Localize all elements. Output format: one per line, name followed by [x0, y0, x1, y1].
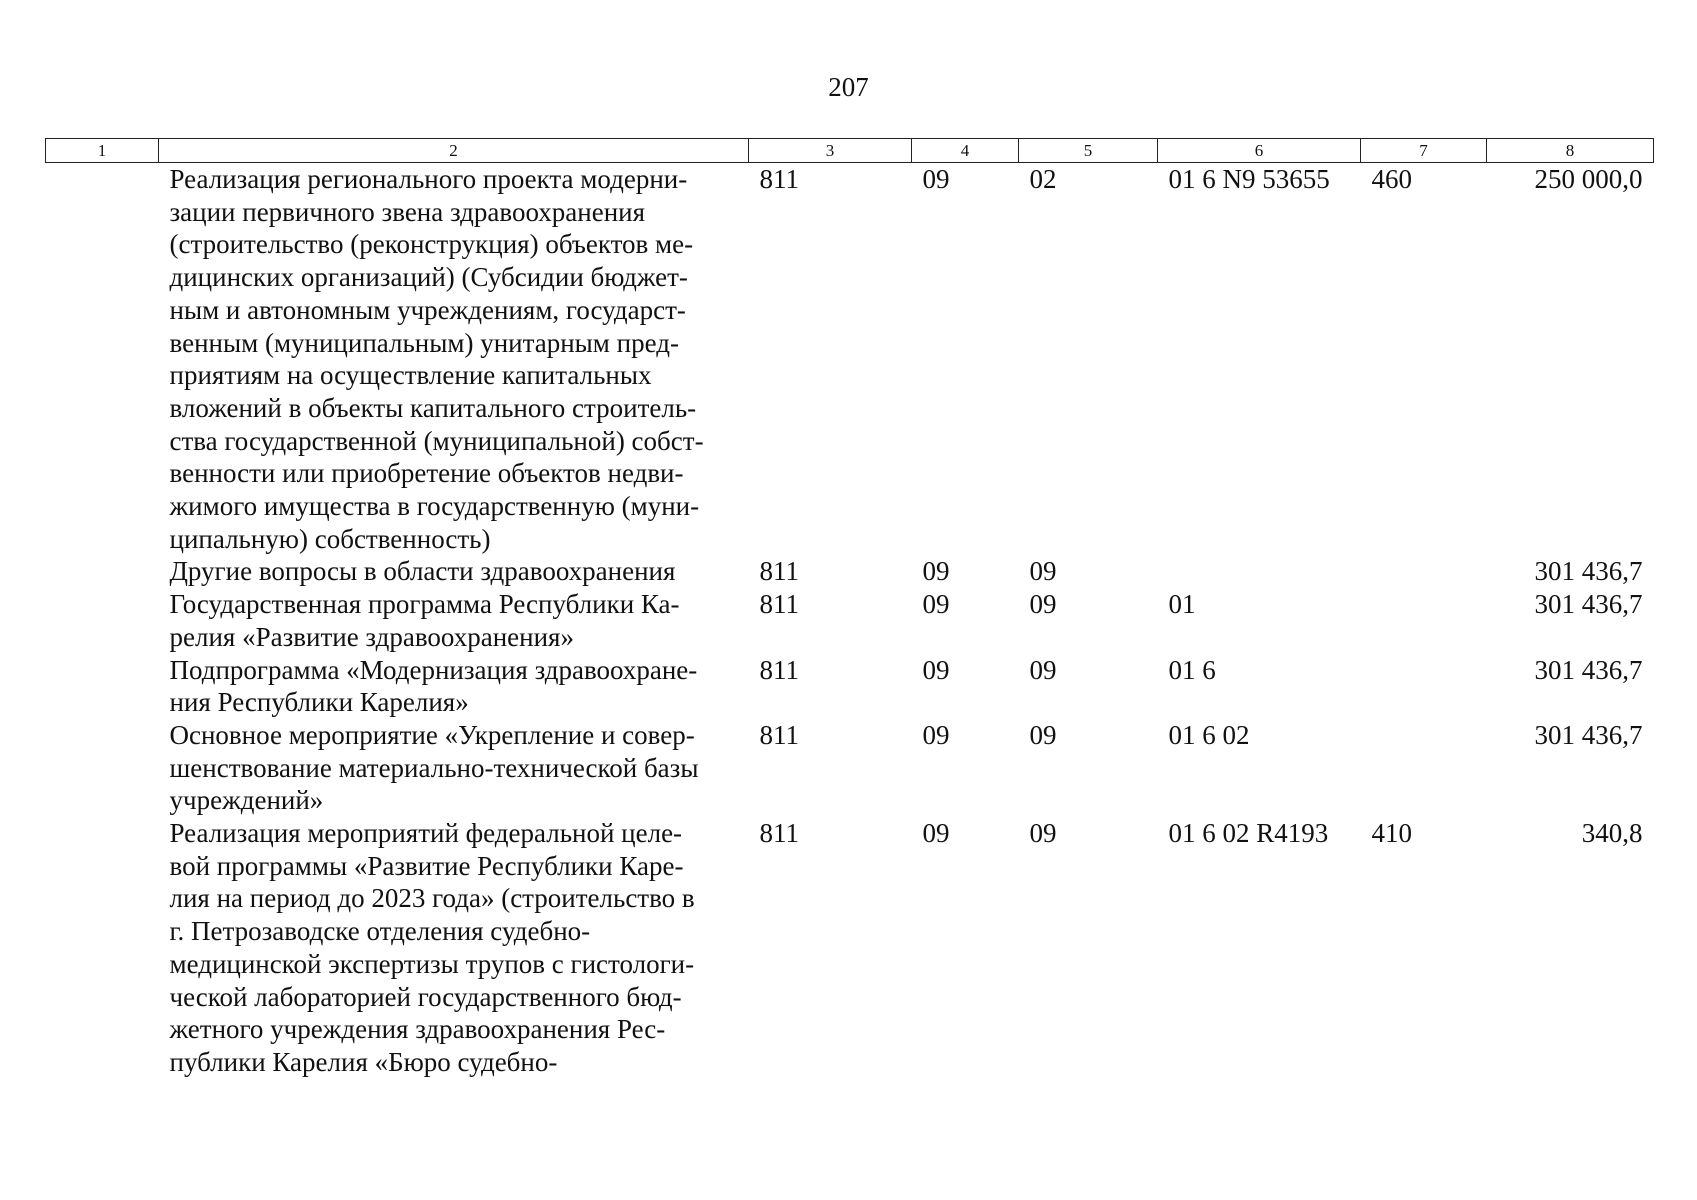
table-row: [46, 588, 1654, 653]
name-line: вложений в объекты капитального строитель-: [169, 392, 697, 423]
target-article-cell: 01 6 02 R4193: [1168, 818, 1329, 849]
expense-type-cell: [1361, 588, 1487, 653]
row-name-cell: [159, 654, 749, 719]
ministry-cell: 811: [759, 719, 799, 750]
name-line: учреждений»: [169, 785, 324, 816]
section-cell: 09: [922, 719, 950, 750]
column-header: 3: [749, 139, 912, 163]
subsection-cell: 09: [1029, 818, 1057, 849]
name-line: Основное мероприятие «Укрепление и совер-: [169, 719, 695, 750]
expense-type-cell: 460: [1371, 164, 1412, 194]
table-row: [46, 654, 1654, 719]
name-line: релия «Развитие здравоохранения»: [169, 621, 574, 652]
subsection-cell: 09: [1029, 719, 1057, 750]
amount-cell: 250 000,0: [1534, 164, 1643, 194]
section-cell: 09: [922, 654, 950, 685]
name-line: дицинских организаций) (Субсидии бюджет-: [169, 262, 688, 293]
section-cell: 09: [922, 164, 950, 194]
section-cell: 09: [922, 818, 950, 849]
name-line: ципальную) собственность): [169, 523, 491, 554]
column-header: 5: [1019, 139, 1158, 163]
name-line: Реализация мероприятий федеральной целе-: [169, 818, 683, 849]
row-name-cell: [159, 719, 749, 817]
column-header: 1: [46, 139, 159, 163]
page-number: 207: [828, 72, 869, 102]
name-line: вой программы «Развитие Республики Каре-: [169, 850, 684, 881]
amount-cell: 301 436,7: [1534, 654, 1643, 685]
name-line: ства государственной (муниципальной) собст-: [169, 425, 704, 456]
subsection-cell: 02: [1029, 164, 1057, 194]
column-header: 7: [1361, 139, 1487, 163]
name-line: (строительство (реконструкция) объектов ме-: [169, 229, 694, 260]
amount-cell: 340,8: [1581, 818, 1643, 849]
column-header: 8: [1487, 139, 1654, 163]
name-line: жетного учреждения здравоохранения Рес-: [169, 1014, 666, 1045]
budget-table: [45, 138, 1654, 1079]
name-line: лия на период до 2023 года» (строительство в: [169, 883, 695, 914]
row-number-cell: [46, 719, 159, 817]
name-line: ния Республики Карелия»: [169, 687, 469, 718]
target-article-cell: [1158, 555, 1361, 588]
subsection-cell: 09: [1029, 654, 1057, 685]
name-line: Другие вопросы в области здравоохранения: [169, 556, 676, 587]
table-row: [46, 817, 1654, 1079]
target-article-cell: 01: [1168, 589, 1196, 620]
subsection-cell: 09: [1029, 556, 1057, 587]
ministry-cell: 811: [759, 164, 799, 194]
row-number-cell: [46, 163, 159, 556]
ministry-cell: 811: [759, 556, 799, 587]
column-header: 6: [1158, 139, 1361, 163]
table-row: [46, 719, 1654, 817]
row-number-cell: [46, 588, 159, 653]
name-line: приятиям на осуществление капитальных: [169, 360, 652, 391]
expense-type-cell: [1361, 654, 1487, 719]
name-line: зации первичного звена здравоохранения: [169, 196, 646, 227]
column-number-row: [46, 139, 1654, 163]
table-row: [46, 163, 1654, 556]
row-number-cell: [46, 654, 159, 719]
row-number-cell: [46, 817, 159, 1079]
ministry-cell: 811: [759, 818, 799, 849]
name-line: Реализация регионального проекта модерни-: [169, 164, 688, 194]
table-row: [46, 555, 1654, 588]
name-line: шенствование материально-технической базы: [169, 752, 699, 783]
ministry-cell: 811: [759, 589, 799, 620]
subsection-cell: 09: [1029, 589, 1057, 620]
table-header: [46, 139, 1654, 163]
name-line: венности или приобретение объектов недви-: [169, 458, 684, 489]
target-article-cell: 01 6 02: [1168, 719, 1250, 750]
amount-cell: 301 436,7: [1534, 719, 1643, 750]
name-line: публики Карелия «Бюро судебно-: [169, 1046, 558, 1077]
expense-type-cell: [1361, 719, 1487, 817]
table-body: [46, 163, 1654, 1079]
name-line: Государственная программа Республики Ка-: [169, 589, 680, 620]
row-number-cell: [46, 555, 159, 588]
name-line: жимого имущества в государственную (муни-: [169, 491, 700, 522]
expense-type-cell: 410: [1371, 818, 1412, 849]
expense-type-cell: [1361, 555, 1487, 588]
section-cell: 09: [922, 556, 950, 587]
column-header: 4: [912, 139, 1019, 163]
name-line: медицинской экспертизы трупов с гистологи-: [169, 948, 695, 979]
column-header: 2: [159, 139, 749, 163]
amount-cell: 301 436,7: [1534, 556, 1643, 587]
name-line: ческой лабораторией государственного бюд-: [169, 981, 682, 1012]
row-name-cell: [159, 588, 749, 653]
target-article-cell: 01 6 N9 53655: [1168, 164, 1330, 194]
row-name-cell: [159, 163, 749, 556]
name-line: Подпрограмма «Модернизация здравоохране-: [169, 654, 698, 685]
name-line: венным (муниципальным) унитарным пред-: [169, 327, 679, 358]
section-cell: 09: [922, 589, 950, 620]
row-name-cell: [159, 555, 749, 588]
ministry-cell: 811: [759, 654, 799, 685]
target-article-cell: 01 6: [1168, 654, 1216, 685]
row-name-cell: [159, 817, 749, 1079]
amount-cell: 301 436,7: [1534, 589, 1643, 620]
name-line: ным и автономным учреждениям, государст-: [169, 294, 686, 325]
name-line: г. Петрозаводске отделения судебно-: [169, 916, 591, 947]
